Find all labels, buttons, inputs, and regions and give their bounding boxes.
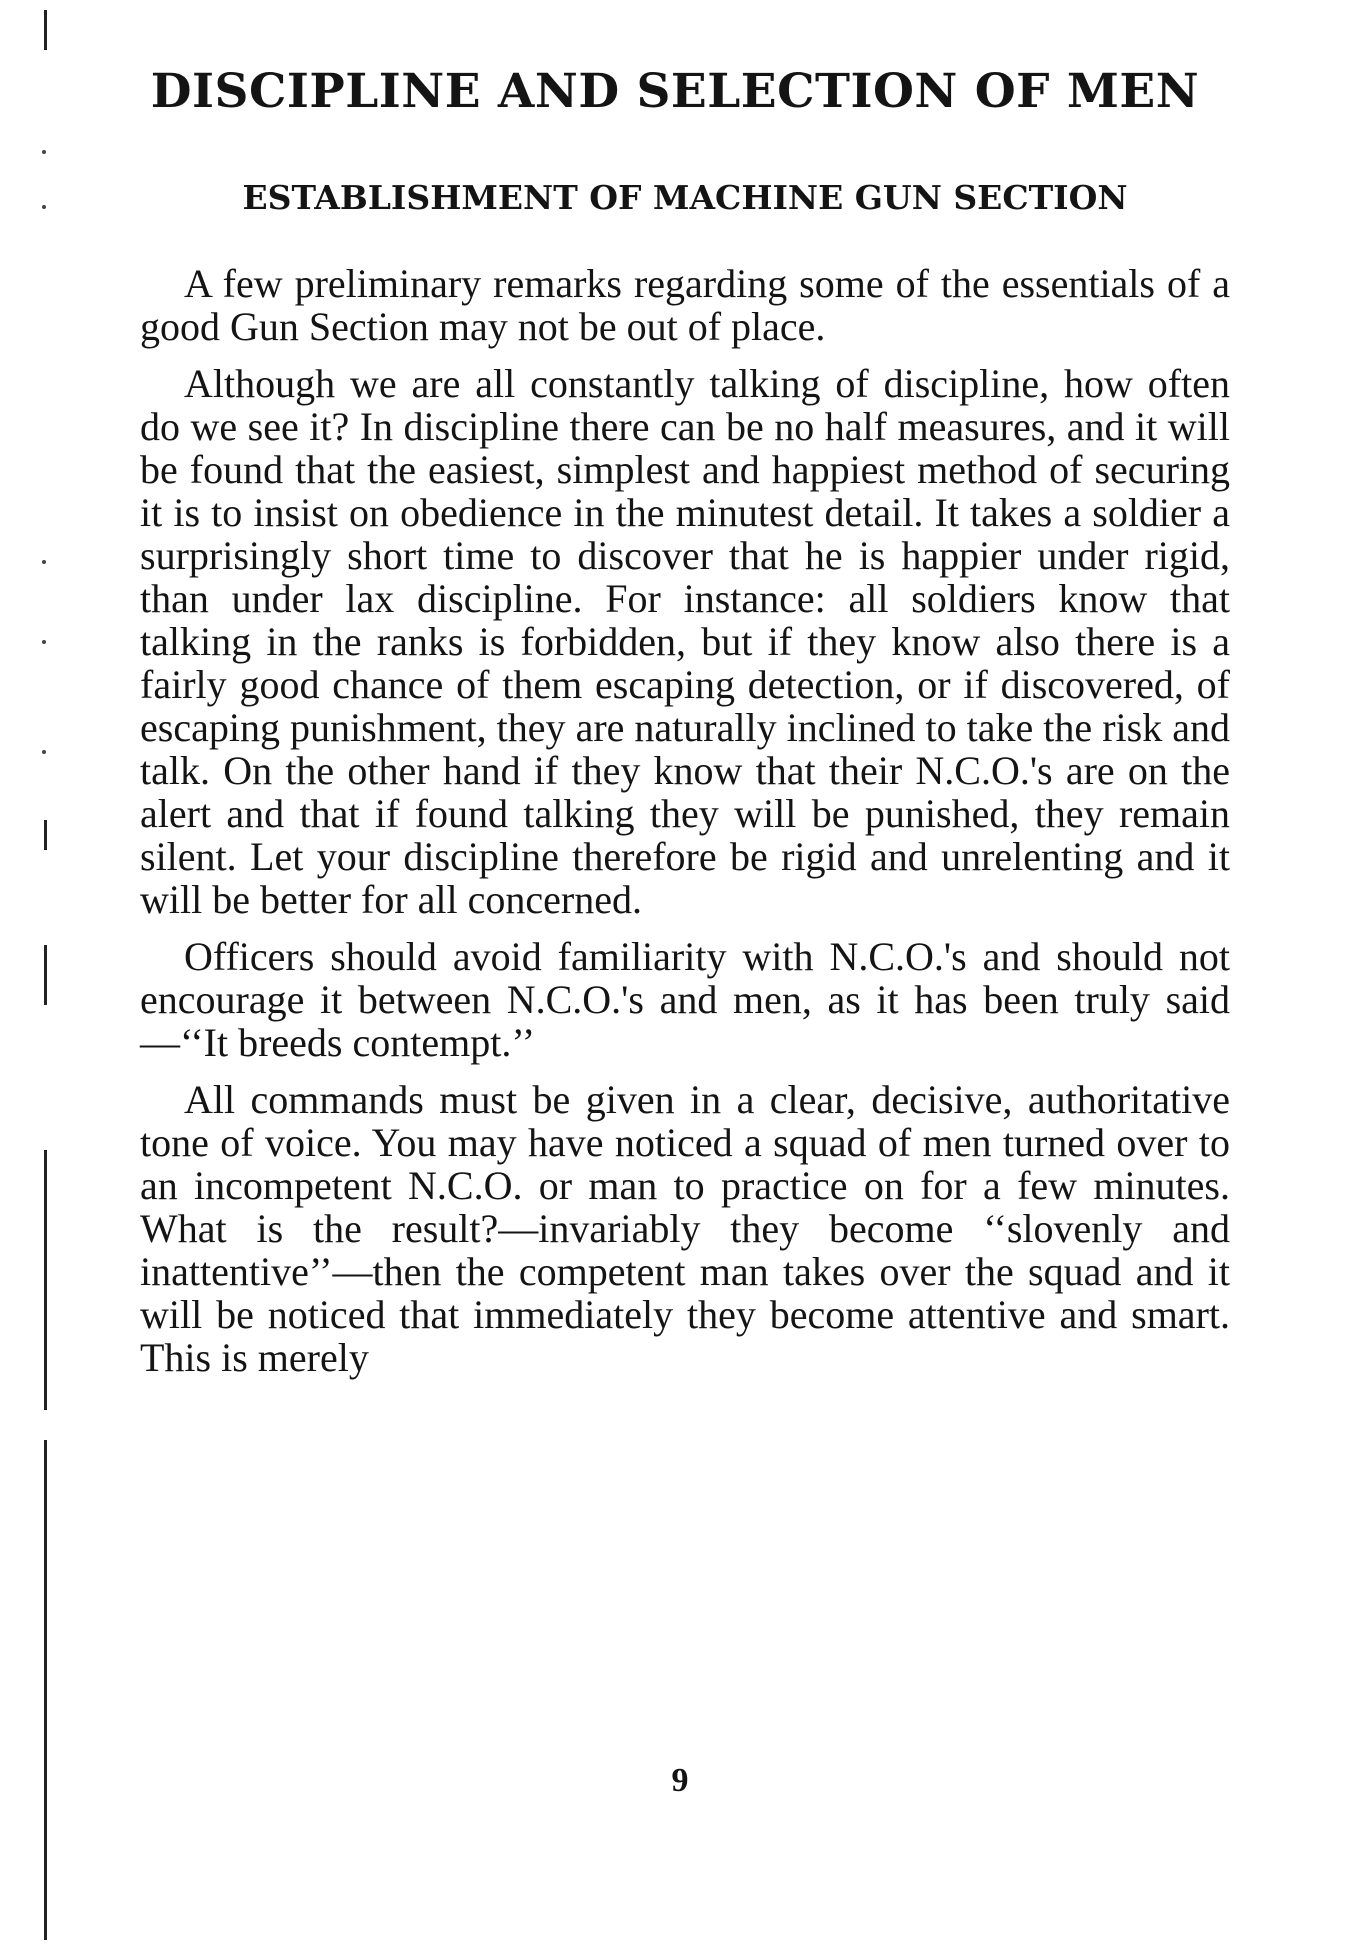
paragraph: Officers should avoid familiarity with N.C.O.'s and should not encourage it between N.C.O.'s and men, as it has been truly said—‘‘It breeds contempt.’’	[140, 934, 1230, 1065]
binding-edge-mark	[44, 1440, 47, 1940]
paragraph: All commands must be given in a clear, decisive, authoritative tone of voice. You may have noticed a squad of men turned over to an incompetent N.C.O. or man to practice on for a few minutes. What is the result?—invariably they become ‘‘slovenly and inattentive’’—then the competent man takes over the squad and it will be noticed that immediately they become attentive and smart. This is merely	[140, 1077, 1230, 1380]
section-title: ESTABLISHMENT OF MACHINE GUN SECTION	[242, 178, 1128, 217]
page-number: 9	[671, 1762, 689, 1799]
body-text	[140, 262, 1230, 1393]
paragraph: A few preliminary remarks regarding some of the essentials of a good Gun Section may not be out of place.	[140, 261, 1230, 349]
binding-edge-mark	[44, 820, 47, 850]
binding-edge-mark	[44, 1150, 47, 1410]
binding-edge-dot	[42, 640, 46, 644]
paragraph: Although we are all constantly talking of discipline, how often do we see it? In discipline there can be no half measures, and it will be found that the easiest, simplest and happiest method of securing it is to insist on obedience in the minutest detail. It takes a soldier a surprisingly short time to discover that he is happier under rigid, than under lax discipline. For instance: all soldiers know that talking in the ranks is forbidden, but if they know also there is a fairly good chance of them escaping detection, or if discovered, of escaping punishment, they are naturally inclined to take the risk and talk. On the other hand if they know that their N.C.O.'s are on the alert and that if found talking they will be punished, they remain silent. Let your discipline therefore be rigid and unrelenting and it will be better for all concerned.	[140, 361, 1230, 922]
binding-edge-dot	[42, 205, 46, 209]
binding-edge-dot	[42, 150, 46, 154]
binding-edge-dot	[42, 750, 46, 754]
binding-edge-mark	[44, 10, 47, 50]
binding-edge-mark	[44, 945, 47, 1005]
page-title: DISCIPLINE AND SELECTION OF MEN	[150, 64, 1200, 119]
binding-edge-dot	[42, 560, 46, 564]
